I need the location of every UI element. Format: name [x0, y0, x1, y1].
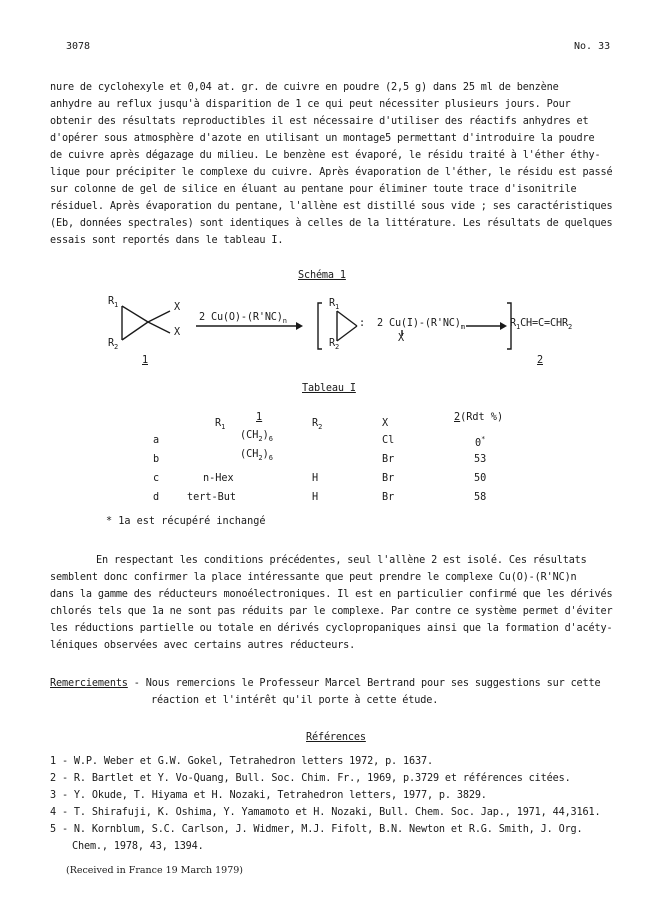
text-line: résiduel. Après évaporation du pentane, l'allène est distillé sous vide ; ses caractéristiques — [50, 201, 613, 212]
reference-item: 4 - T. Shirafuji, K. Oshima, Y. Yamamoto et H. Nozaki, Bull. Chem. Soc. Jap., 1971, 44,3161. — [50, 807, 601, 818]
text-line: les réductions partielle ou totale en dérivés cyclopropaniques ainsi que la formation d'acéty- — [50, 623, 613, 634]
intermediate-r2: $R_2$ — [329, 338, 340, 351]
reference-item: 5 - N. Kornblum, S.C. Carlson, J. Widmer, M.J. Fifolt, B.N. Newton et R.G. Smith, J. Org. — [50, 824, 583, 835]
table-title: Tableau I — [302, 383, 356, 394]
arrow-head — [500, 322, 507, 330]
reference-item: 2 - R. Bartlet et Y. Vo-Quang, Bull. Soc. Chim. Fr., 1969, p.3729 et références citées. — [50, 773, 571, 784]
left-bracket — [318, 303, 322, 349]
halogen-x: X — [174, 302, 180, 313]
bond — [148, 322, 170, 333]
cell-r2: H — [312, 492, 319, 503]
text-line: lique pour précipiter le complexe du cuivre. Après évaporation de l'éther, le résidu est passé — [50, 167, 613, 178]
cell-yield: 50 — [474, 473, 487, 484]
cell-r1: n-Hex — [203, 473, 234, 484]
text-line: chlorés tels que 1a ne sont pas réduits par le complexe. Par contre ce système permet d'éviter — [50, 606, 613, 617]
column-header-r1: $R_1$ — [215, 418, 226, 431]
intermediate-r1: $R_1$ — [329, 298, 340, 311]
text-line: (Eb, données spectrales) sont identiques à celles de la littérature. Les résultats de quelques — [50, 218, 613, 229]
column-header-compound-1: 1 — [256, 412, 263, 423]
cell-x: Br — [382, 492, 395, 503]
bond — [148, 311, 170, 322]
text-line: de cuivre après dégazage du milieu. Le benzène est évaporé, le résidu traité à l'éther éthy- — [50, 150, 601, 161]
page-number: 3078 — [66, 41, 91, 52]
scheme-title: Schéma 1 — [298, 270, 346, 281]
cell-r1r2: $(CH_2)_6$ — [240, 430, 273, 443]
acknowledgements-label: Remerciements — [50, 678, 128, 689]
column-header-x: X — [382, 418, 389, 429]
text-line: En respectant les conditions précédentes, seul l'allène 2 est isolé. Ces résultats — [96, 555, 587, 566]
text-line: nure de cyclohexyle et 0,04 at. gr. de cuivre en poudre (2,5 g) dans 25 ml de benzène — [50, 82, 559, 93]
reference-item: 1 - W.P. Weber et G.W. Gokel, Tetrahedron letters 1972, p. 1637. — [50, 756, 433, 767]
cell-yield: 58 — [474, 492, 487, 503]
text-line: anhydre au reflux jusqu'à disparition de 1 ce qui peut nécessiter plusieurs jours. Pour — [50, 99, 571, 110]
text-line: essais sont reportés dans le tableau I. — [50, 235, 284, 246]
cell-yield: 0* — [475, 435, 486, 449]
row-key: a — [153, 435, 160, 446]
bond — [122, 322, 148, 340]
substituent-r2: $R_2$ — [108, 338, 119, 351]
text-line: obtenir des résultats reproductibles il est nécessaire d'utiliser des réactifs anhydres et — [50, 116, 589, 127]
acknowledgements-line: réaction et l'intérêt qu'il porte à cette étude. — [151, 695, 439, 706]
carbene-colon: : — [359, 318, 365, 329]
reference-item-continued: Chem., 1978, 43, 1394. — [72, 841, 204, 852]
text-line: sur colonne de gel de silice en éluant au pentane pour éliminer toute trace d'isonitrile — [50, 184, 577, 195]
cell-x: Br — [382, 454, 395, 465]
references-title: Références — [306, 732, 366, 743]
cell-r2: H — [312, 473, 319, 484]
intermediate-x: X — [398, 333, 404, 344]
text-line: dans la gamme des réducteurs monoélectroniques. Il est en particulier confirmé que les dérivés — [50, 589, 613, 600]
column-header-yield: 2(Rdt %) — [454, 412, 504, 423]
product-allene: $R_1CH=C=CHR_2$ — [510, 318, 573, 331]
received-date: (Received in France 19 March 1979) — [66, 865, 243, 876]
issue-number: No. 33 — [574, 41, 611, 52]
row-key: c — [153, 473, 160, 484]
text-line: d'opérer sous atmosphère d'azote en utilisant un montage5 permettant d'introduire la poudre — [50, 133, 595, 144]
text-line: semblent donc confirmer la place intéressante que peut prendre le complexe Cu(O)-(R'NC)n — [50, 572, 577, 583]
cell-yield: 53 — [474, 454, 487, 465]
column-header-r2: $R_2$ — [312, 418, 323, 431]
reagent-label: 2 $Cu(O)-(R'NC)_n$ — [199, 312, 287, 325]
cell-r1r2: $(CH_2)_6$ — [240, 449, 273, 462]
table-footnote: * 1a est récupéré inchangé — [106, 516, 266, 527]
compound-label-2: 2 — [537, 355, 543, 366]
text-line: léniques observées avec certains autres réducteurs. — [50, 640, 356, 651]
arrow-head — [296, 322, 303, 330]
halogen-x: X — [174, 327, 180, 338]
row-key: d — [153, 492, 160, 503]
reference-item: 3 - Y. Okude, T. Hiyama et H. Nozaki, Tetrahedron letters, 1977, p. 3829. — [50, 790, 487, 801]
cell-x: Br — [382, 473, 395, 484]
bond — [337, 326, 357, 341]
acknowledgements: Remerciements - Nous remercions le Professeur Marcel Bertrand pour ses suggestions sur cette — [50, 678, 601, 689]
intermediate-complex: 2 $Cu(I)-(R'NC)_m$ — [377, 318, 465, 331]
substituent-r1: $R_1$ — [108, 296, 119, 309]
cell-x: Cl — [382, 435, 395, 446]
row-key: b — [153, 454, 160, 465]
bond — [122, 306, 148, 322]
cell-r1: tert-But — [187, 492, 237, 503]
bond — [337, 311, 357, 326]
compound-label-1: 1 — [142, 355, 148, 366]
